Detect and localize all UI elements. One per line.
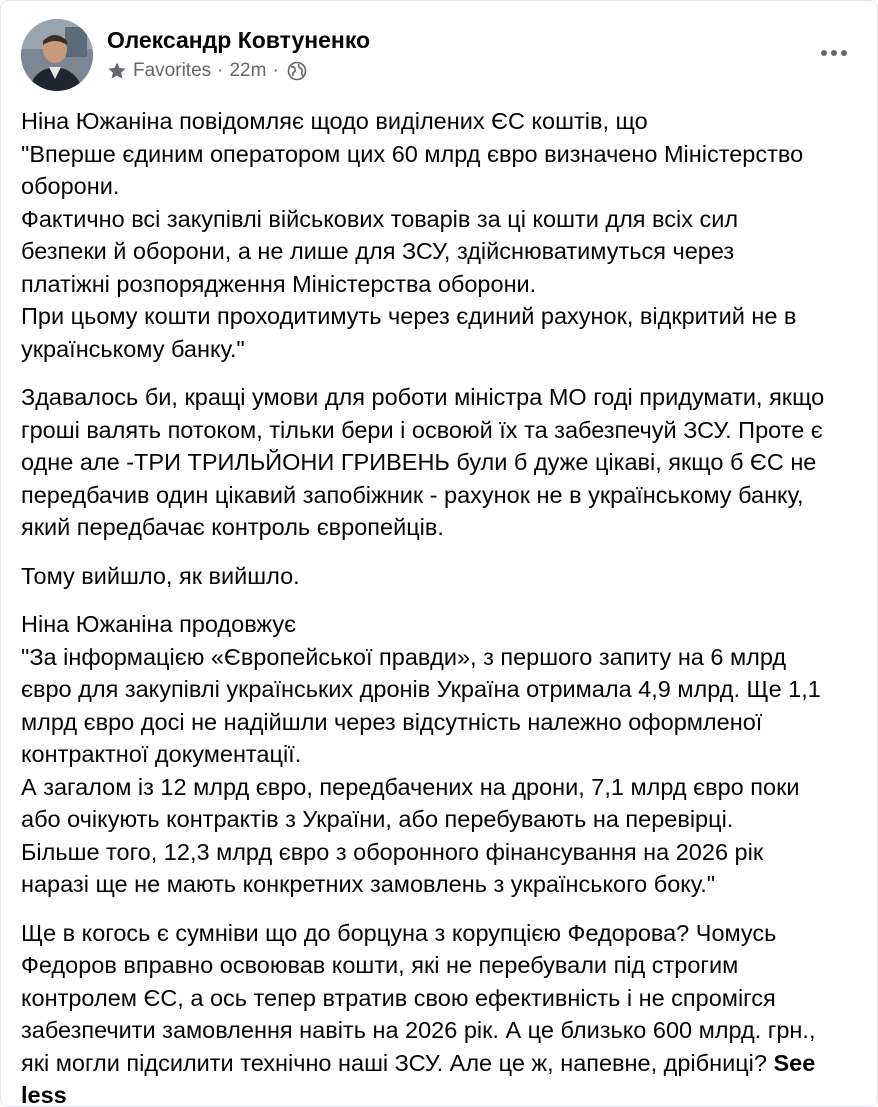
post-text xyxy=(21,105,859,1107)
author-avatar[interactable] xyxy=(21,19,93,91)
post-meta xyxy=(107,59,307,83)
text-line: Здавалось би, кращі умови для роботи міністра МО годі придумати, якщо xyxy=(21,384,825,410)
text-line: передбачив один цікавий запобіжник - рахунок не в українському банку, xyxy=(21,481,804,508)
text-line: млрд євро досі не надійшли через відсутність належно оформленої xyxy=(21,708,763,735)
text-line: платіжні розпорядження Міністерства оборони. xyxy=(21,270,537,297)
paragraph-4 xyxy=(21,608,859,901)
text-line: контролем ЄС, а ось тепер втратив свою ефективність і не спромігся xyxy=(21,984,776,1011)
paragraph-5 xyxy=(21,917,859,1107)
text-line: українському банку." xyxy=(21,335,245,362)
text-line: "За інформацією «Європейської правди», з першого запиту на 6 млрд xyxy=(21,643,787,670)
post-header xyxy=(21,19,857,95)
see-less-link-continued[interactable]: less xyxy=(21,1082,67,1107)
text-line: "Вперше єдиним оператором цих 60 млрд євро визначено Міністерство xyxy=(21,140,804,167)
text-line: євро для закупівлі українських дронів Україна отримала 4,9 млрд. Ще 1,1 xyxy=(21,676,821,702)
globe-icon[interactable] xyxy=(287,61,307,81)
more-options-icon[interactable] xyxy=(817,41,851,65)
text-line: які могли підсилити технічно наші ЗСУ. Але це ж, напевне, дрібниці? xyxy=(21,1049,767,1076)
text-line: оборони. xyxy=(21,173,120,199)
meta-separator-2: · xyxy=(272,60,279,81)
text-line: Федоров вправно освоював кошти, які не перебували під строгим xyxy=(21,952,739,978)
text-line: безпеки й оборони, а не лише для ЗСУ, здійснюватимуться через xyxy=(21,238,735,264)
see-less-link[interactable]: See xyxy=(773,1049,816,1076)
text-line: забезпечити замовлення навіть на 2026 рік. А це близько 600 млрд. грн., xyxy=(21,1017,816,1043)
author-name[interactable]: Олександр Ковтуненко xyxy=(107,27,371,53)
text-line: наразі ще не мають конкретних замовлень з українського боку." xyxy=(21,871,716,897)
star-icon xyxy=(107,61,127,81)
text-line: При цьому кошти проходитимуть через єдиний рахунок, відкритий не в xyxy=(21,303,797,329)
text-line: одне але -ТРИ ТРИЛЬЙОНИ ГРИВЕНЬ були б дуже цікаві, якщо б ЄС не xyxy=(21,449,817,475)
text-line: А загалом із 12 млрд євро, передбачених на дрони, 7,1 млрд євро поки xyxy=(21,773,800,800)
text-line: Ніна Южаніна повідомляє щодо виділених ЄС коштів, що xyxy=(21,108,648,134)
text-line: Ще в когось є сумніви що до борцуна з корупцією Федорова? Чомусь xyxy=(21,919,777,946)
audience-label[interactable]: Favorites xyxy=(133,60,212,81)
text-line: гроші валять потоком, тільки бери і освоюй їх та забезпечуй ЗСУ. Проте є xyxy=(21,416,823,443)
text-line: який передбачає контроль європейців. xyxy=(21,514,444,540)
text-line: контрактної документації. xyxy=(21,741,302,767)
text-line-with-see-less xyxy=(21,1047,859,1080)
text-line: або очікують контрактів з України, або перебувають на перевірці. xyxy=(21,806,734,832)
paragraph-2 xyxy=(21,381,859,544)
text-line: Фактично всі закупівлі військових товарів за ці кошти для всіх сил xyxy=(21,205,739,232)
text-line: Ніна Южаніна продовжує xyxy=(21,611,297,637)
text-line: Тому вийшло, як вийшло. xyxy=(21,562,300,589)
paragraph-3 xyxy=(21,560,859,593)
text-line: Більше того, 12,3 млрд євро з оборонного фінансування на 2026 рік xyxy=(21,838,764,865)
post-timestamp[interactable]: 22m xyxy=(229,60,267,81)
meta-separator: · xyxy=(217,60,224,81)
paragraph-1 xyxy=(21,105,859,365)
